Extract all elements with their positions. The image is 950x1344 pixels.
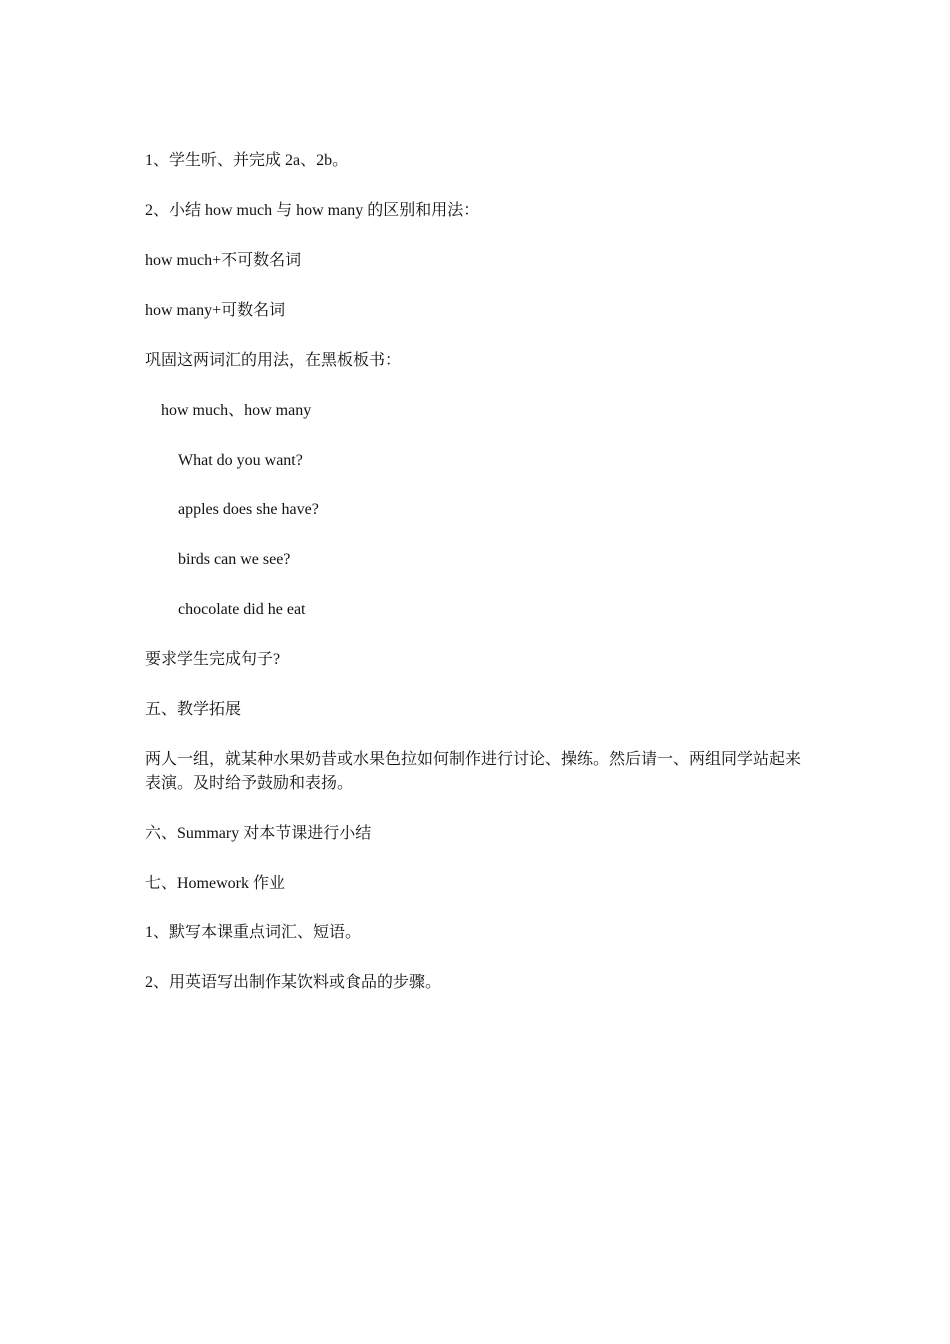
blackboard-line-2: apples does she have? bbox=[178, 501, 319, 518]
blackboard-line-4: chocolate did he eat bbox=[178, 601, 306, 618]
blackboard-heading: how much、how many bbox=[161, 402, 312, 419]
section-heading-homework: 七、Homework 作业 bbox=[145, 875, 285, 892]
step-listen-complete: 1、学生听、并完成 2a、2b。 bbox=[145, 152, 349, 169]
summary-how-much-many: 2、小结 how much 与 how many 的区别和用法： bbox=[145, 202, 480, 219]
extension-body: 两人一组，就某种水果奶昔或水果色拉如何制作进行讨论、操练。然后请一、两组同学站起来表演。及时给予鼓励和表扬。 bbox=[145, 751, 802, 792]
homework-item-1: 1、默写本课重点词汇、短语。 bbox=[145, 924, 362, 941]
blackboard-line-1: What do you want? bbox=[178, 452, 303, 469]
blackboard-line-3: birds can we see? bbox=[178, 551, 291, 568]
rule-how-much: how much+不可数名词 bbox=[145, 252, 302, 269]
rule-how-many: how many+可数名词 bbox=[145, 302, 286, 319]
consolidate-note: 巩固这两词汇的用法，在黑板板书： bbox=[145, 352, 402, 369]
section-heading-summary: 六、Summary 对本节课进行小结 bbox=[145, 825, 372, 842]
section-heading-extension: 五、教学拓展 bbox=[145, 701, 242, 718]
homework-item-2: 2、用英语写出制作某饮料或食品的步骤。 bbox=[145, 974, 442, 991]
complete-sentences-note: 要求学生完成句子? bbox=[145, 651, 281, 668]
